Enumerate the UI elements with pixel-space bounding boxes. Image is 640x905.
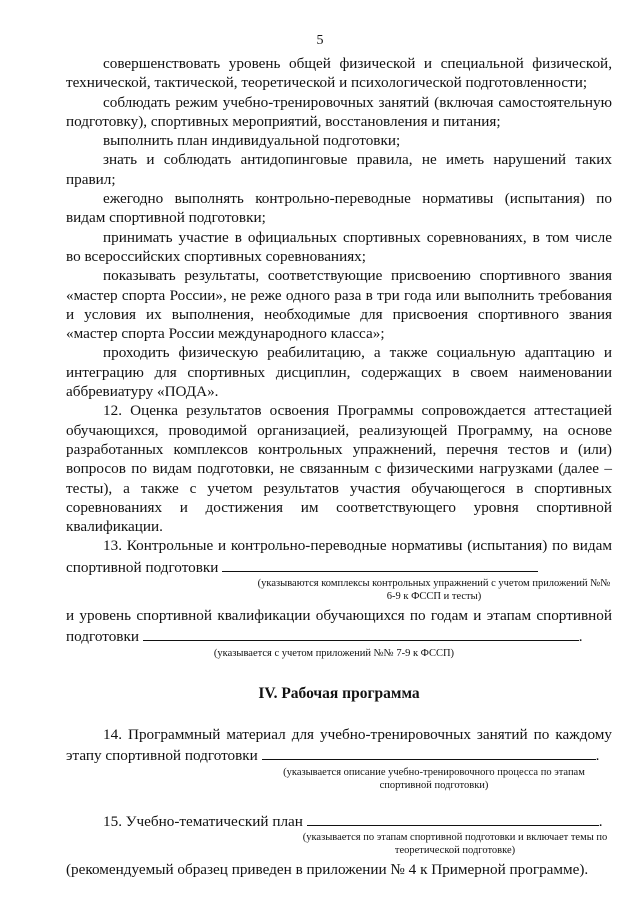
duty-item: принимать участие в официальных спортивных соревнованиях, в том числе во всероссийских спортивных соревнованиях; [66,228,612,265]
item-14-paragraph [66,725,612,766]
page-content [66,54,612,879]
item-15-paragraph [66,810,612,831]
item-15-after: (рекомендуемый образец приведен в приложении № 4 к Примерной программе). [66,860,589,878]
item-14-note: (указывается описание учебно-тренировочного процесса по этапам спортивной подготовки) [283,766,585,791]
fill-line [307,810,599,826]
item-13-text2: и уровень спортивной квалификации обучающихся по годам и этапам спортивной подготовки [66,607,612,646]
item-15-note: (указывается по этапам спортивной подготовки и включает темы по теоретической подготовке) [302,831,608,856]
period: . [598,812,603,830]
fill-line [262,744,596,760]
duty-item: знать и соблюдать антидопинговые правила, не иметь нарушений таких правил; [66,151,612,188]
item-13-text: 13. Контрольные и контрольно-переводные нормативы (испытания) по видам спортивной подготовки [66,537,612,576]
duty-item: ежегодно выполнять контрольно-переводные нормативы (испытания) по видам спортивной подготовки; [66,190,612,227]
duty-item: показывать результаты, соответствующие присвоению спортивного звания «мастер спорта России», не реже одного раза в три года или выполнить требования и условия их выполнения, необходимые для присвоения спортивного звания «мастер спорта России международного класса»; [66,267,612,343]
item-13-note: (указываются комплексы контрольных упражнений с учетом приложений №№ 6-9 к ФССП и тесты) [257,578,611,603]
item-14-text: 14. Программный материал для учебно-тренировочных занятий по каждому этапу спортивной подготовки [66,725,612,765]
duty-item: проходить физическую реабилитацию, а также социальную адаптацию и интеграцию для спортивных дисциплин, содержащих в своем наименовании аббревиатуру «ПОДА». [66,344,612,401]
duty-item: выполнить план индивидуальной подготовки; [103,132,401,150]
item-15-text: 15. Учебно-тематический план [103,812,303,830]
duty-item: совершенствовать уровень общей физической и специальной физической, технической, тактической, теоретической и психологической подготовленности; [66,55,612,92]
duty-item: соблюдать режим учебно-тренировочных занятий (включая самостоятельную подготовку), спортивных мероприятий, восстановления и питания; [66,93,612,130]
page-number: 5 [316,33,324,48]
item-13-note2: (указывается с учетом приложений №№ 7-9 к ФССП) [213,647,455,659]
item-12-paragraph: 12. Оценка результатов освоения Программы сопровождается аттестацией обучающихся, проводимой организацией, реализующей Программу, на основе разработанных комплексов контрольных упражнений, перечня тестов и (или) вопросов по видам подготовки, не связанным с физическими нагрузками (далее – тесты), а также с учетом результатов участия обучающегося в спортивных соревнованиях и достижения им соответствующего уровня спортивной квалификации. [66,402,612,536]
period: . [578,628,583,646]
item-13-paragraph [66,536,612,577]
section-title: IV. Рабочая программа [258,684,420,702]
item-13-continuation [66,606,612,647]
fill-line [143,625,579,641]
period: . [595,747,600,765]
fill-line [222,556,538,572]
